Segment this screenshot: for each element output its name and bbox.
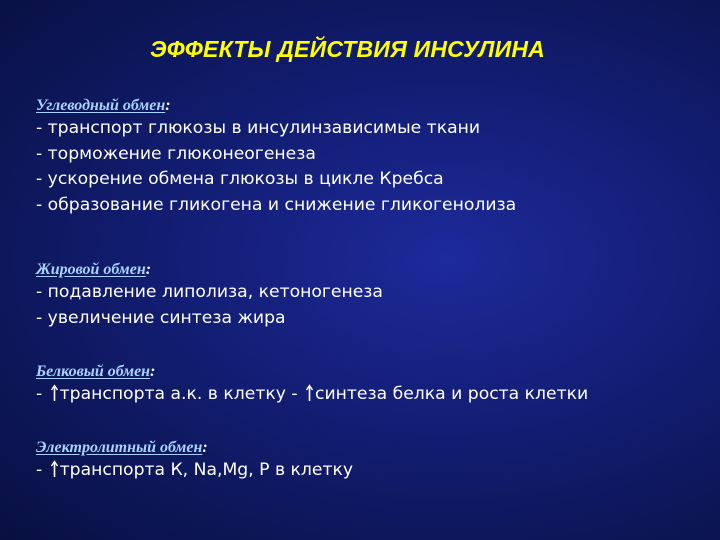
item-text: транспорта К, Na,Mg, Р в клетку [59,460,354,480]
item-prefix: - [36,460,48,480]
item-text: транспорта а.к. в клетку - [59,384,304,404]
up-arrow-icon [50,460,59,478]
section-heading [36,96,706,116]
section-heading [36,362,706,382]
list-item: - подавление липолиза, кетоногенеза [36,282,383,302]
section-heading-label: Белковый обмен [36,363,151,380]
list-item: - образование гликогена и снижение гликогенолиза [36,194,517,215]
section-heading-label: Жировой обмен [36,261,146,278]
section-heading [36,260,706,280]
heading-colon: : [145,261,152,278]
list-item [36,382,706,408]
section-heading-label: Углеводный обмен [36,97,166,114]
section-heading [36,438,706,458]
section-carbohydrate [36,96,706,218]
up-arrow-icon [50,384,59,402]
heading-colon: : [202,439,208,456]
section-heading-label: Электролитный обмен [36,439,203,456]
list-item [36,458,706,484]
item-text: синтеза белка и роста клетки [315,384,589,404]
up-arrow-icon [305,384,314,402]
section-lipid [36,260,706,331]
heading-colon: : [165,97,171,114]
item-prefix: - [36,384,48,404]
slide-title: ЭФФЕКТЫ ДЕЙСТВИЯ ИНСУЛИНА [150,36,545,62]
list-item: - ускорение обмена глюкозы в цикле Кребса [36,169,444,189]
heading-colon: : [150,363,156,380]
list-item: - транспорт глюкозы в инсулинзависимые ткани [36,118,481,138]
list-item: - увеличение синтеза жира [36,307,286,328]
section-electrolyte [36,438,706,484]
section-protein [36,362,706,408]
list-item: - торможение глюконеогенеза [36,143,316,164]
